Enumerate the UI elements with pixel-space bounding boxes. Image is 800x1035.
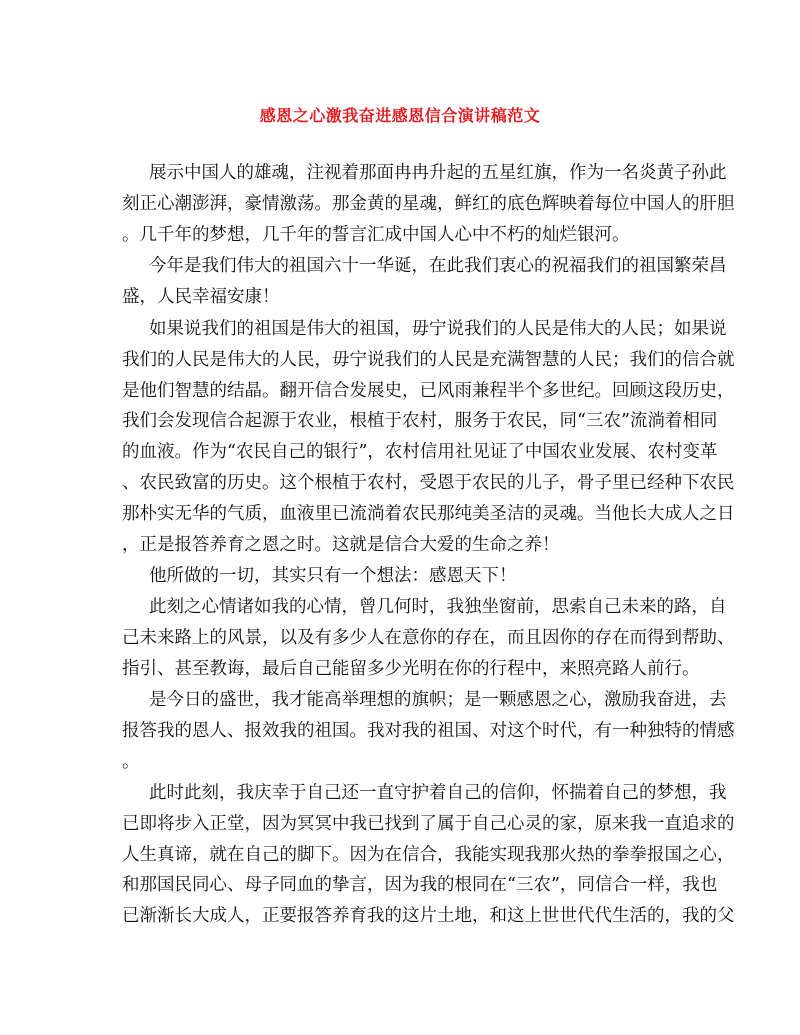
body-text-line: 那朴实无华的气质，血液里已流淌着农民那纯美圣洁的灵魂。当他长大成人之日: [122, 504, 735, 524]
body-text-line: ，正是报答养育之恩之时。这就是信合大爱的生命之养！: [122, 535, 560, 555]
body-text-line: 我们的人民是伟大的人民，毋宁说我们的人民是充满智慧的人民；我们的信合就: [122, 350, 735, 370]
body-text-line: 己未来路上的风景，以及有多少人在意你的存在，而且因你的存在而得到帮助、: [122, 628, 735, 648]
body-text-line: 是今日的盛世，我才能高举理想的旗帜；是一颗感恩之心，激励我奋进，去: [149, 690, 727, 710]
body-text-line: 他所做的一切，其实只有一个想法：感恩天下！: [149, 566, 517, 586]
body-text-line: 人生真谛，就在自己的脚下。因为在信合，我能实现我那火热的拳拳报国之心，: [122, 845, 735, 865]
body-text-line: 、农民致富的历史。这个根植于农村，受恩于农民的儿子，骨子里已经种下农民: [122, 473, 735, 493]
body-text-line: 已渐渐长大成人，正要报答养育我的这片土地，和这上世世代代生活的，我的父: [122, 906, 735, 926]
body-text-line: 盛，人民幸福安康！: [122, 287, 280, 307]
body-text-line: 展示中国人的雄魂，注视着那面冉冉升起的五星红旗，作为一名炎黄子孙此: [149, 163, 727, 183]
body-text-line: 是他们智慧的结晶。翻开信合发展史，已风雨兼程半个多世纪。回顾这段历史，: [122, 381, 735, 401]
body-text-line: 已即将步入正堂，因为冥冥中我已找到了属于自己心灵的家，原来我一直追求的: [122, 814, 735, 834]
body-text-line: 的血液。作为“农民自己的银行”，农村信用社见证了中国农业发展、农村变革: [122, 442, 718, 462]
body-text-line: 此时此刻，我庆幸于自己还一直守护着自己的信仰，怀揣着自己的梦想，我: [149, 783, 727, 803]
body-text-line: 刻正心潮澎湃，豪情激荡。那金黄的星魂，鲜红的底色辉映着每位中国人的肝胆: [122, 194, 735, 214]
body-text-line: 今年是我们伟大的祖国六十一华诞，在此我们衷心的祝福我们的祖国繁荣昌: [149, 256, 727, 276]
body-text-line: 报答我的恩人、报效我的祖国。我对我的祖国、对这个时代，有一种独特的情感: [122, 721, 735, 741]
body-text-line: 此刻之心情诸如我的心情，曾几何时，我独坐窗前，思索自己未来的路，自: [149, 597, 727, 617]
document-title: 感恩之心激我奋进感恩信合演讲稿范文: [259, 106, 541, 125]
body-text-line: 和那国民同心、母子同血的挚言，因为我的根同在“三农”，同信合一样，我也: [122, 875, 718, 895]
body-text-line: 我们会发现信合起源于农业，根植于农村，服务于农民，同“三农”流淌着相同: [122, 411, 718, 431]
body-text-line: 指引、甚至教诲，最后自己能留多少光明在你的行程中，来照亮路人前行。: [122, 659, 700, 679]
body-text-line: 。几千年的梦想，几千年的誓言汇成中国人心中不朽的灿烂银河。: [122, 225, 630, 245]
body-text-line: 。: [122, 752, 140, 772]
body-text-line: 如果说我们的祖国是伟大的祖国，毋宁说我们的人民是伟大的人民；如果说: [149, 319, 727, 339]
